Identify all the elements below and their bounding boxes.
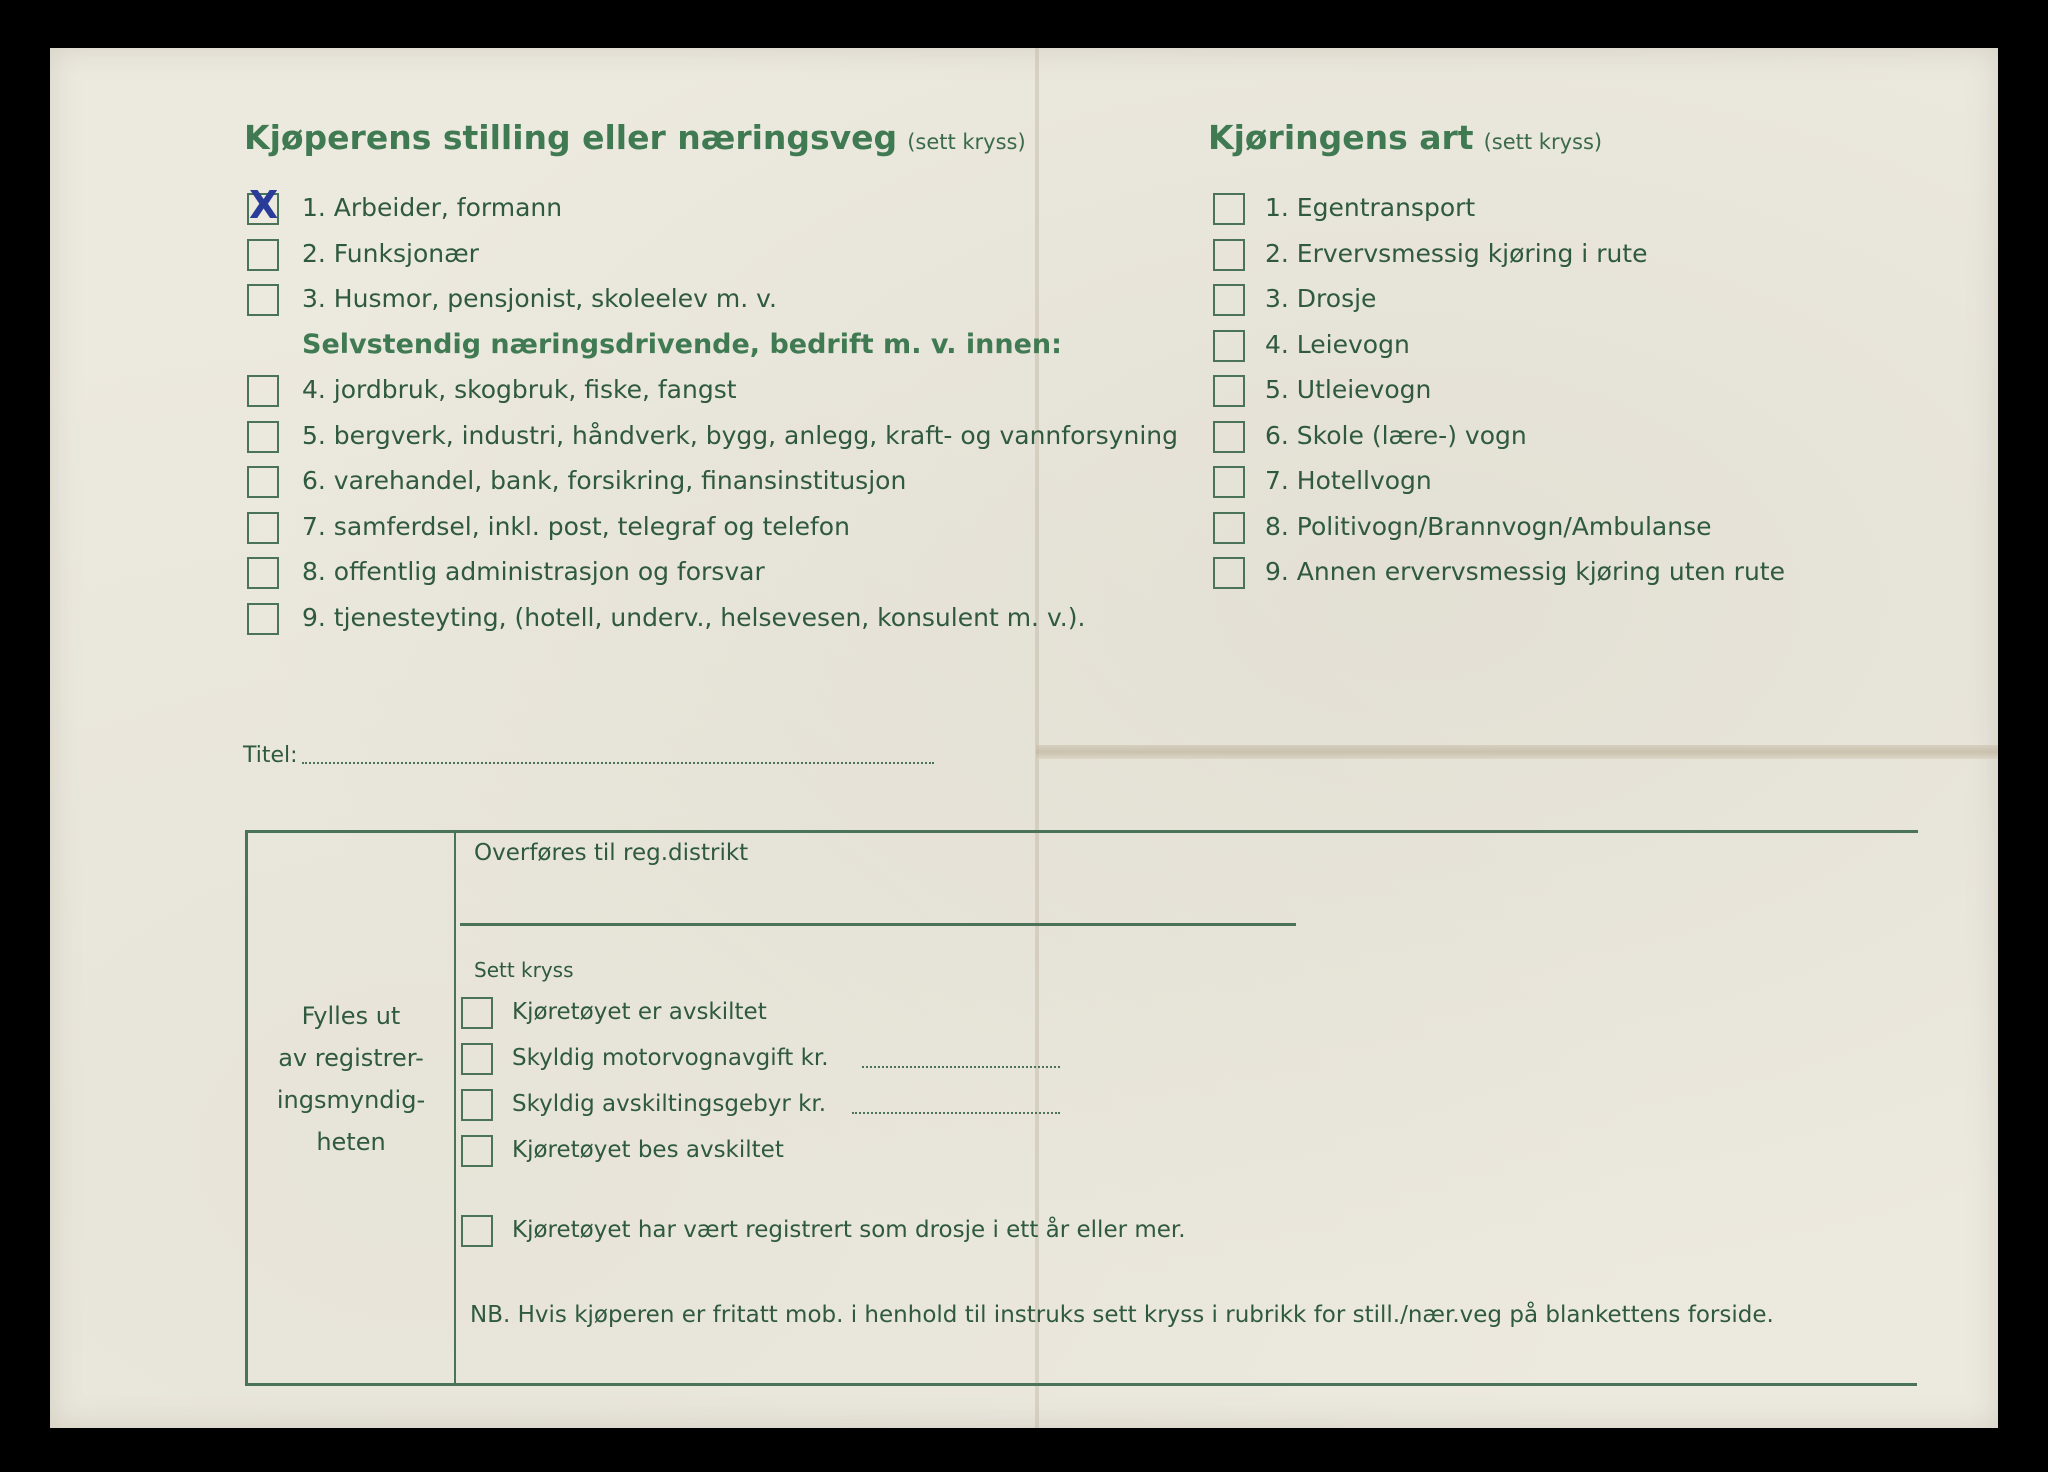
option-motorvognavgift: Skyldig motorvognavgift kr. <box>512 1045 829 1071</box>
option-rute: 2. Ervervsmessig kjøring i rute <box>1265 239 1648 268</box>
titel-input-line[interactable] <box>302 762 934 764</box>
option-avskiltet: Kjøretøyet er avskiltet <box>512 999 767 1025</box>
checkbox-hotellvogn[interactable] <box>1213 466 1245 498</box>
checkbox-skolevogn[interactable] <box>1213 421 1245 453</box>
driving-type-title <box>1208 118 1602 157</box>
checkbox-rute[interactable] <box>1213 239 1245 271</box>
option-egentransport: 1. Egentransport <box>1265 193 1476 222</box>
set-cross-label: Sett kryss <box>474 958 574 982</box>
checkbox-drosje[interactable] <box>1213 284 1245 316</box>
option-samferdsel: 7. samferdsel, inkl. post, telegraf og telefon <box>302 512 850 541</box>
registry-frame-top <box>1036 830 1918 833</box>
option-leievogn: 4. Leievogn <box>1265 330 1410 359</box>
buyer-occupation-title-text: Kjøperens stilling eller næringsveg <box>244 118 898 157</box>
side-label-line: av registrer- <box>278 1044 424 1072</box>
fold-crease-horizontal <box>1036 745 1998 759</box>
motorvognavgift-amount-line[interactable] <box>862 1066 1060 1068</box>
checkbox-offentlig[interactable] <box>247 557 279 589</box>
side-label-line: Fylles ut <box>301 1002 401 1030</box>
checkbox-varehandel[interactable] <box>247 466 279 498</box>
side-label-line: ingsmyndig- <box>276 1086 426 1114</box>
checkbox-samferdsel[interactable] <box>247 512 279 544</box>
option-husmor: 3. Husmor, pensjonist, skoleelev m. v. <box>302 284 777 313</box>
buyer-occupation-title <box>244 118 1026 157</box>
option-drosje: 3. Drosje <box>1265 284 1377 313</box>
nb-note: NB. Hvis kjøperen er fritatt mob. i henhold til instruks sett kryss i rubrikk for still./nær.veg på blankettens forside. <box>470 1302 1774 1328</box>
checkbox-avskiltingsgebyr[interactable] <box>461 1089 493 1121</box>
option-varehandel: 6. varehandel, bank, forsikring, finansinstitusjon <box>302 466 907 495</box>
titel-label: Titel: <box>243 743 298 768</box>
transfer-input-line[interactable] <box>460 923 1296 926</box>
checkbox-politivogn[interactable] <box>1213 512 1245 544</box>
driving-type-title-text: Kjøringens art <box>1208 118 1474 157</box>
self-employed-subheading: Selvstendig næringsdrivende, bedrift m. v. innen: <box>302 329 1062 360</box>
checkbox-utleievogn[interactable] <box>1213 375 1245 407</box>
checkbox-bes-avskiltet[interactable] <box>461 1135 493 1167</box>
side-label-line: heten <box>316 1128 386 1156</box>
checkbox-motorvognavgift[interactable] <box>461 1043 493 1075</box>
checkbox-drosje-ett-aar[interactable] <box>461 1215 493 1247</box>
check-mark-x: X <box>249 183 279 227</box>
driving-type-hint: (sett kryss) <box>1483 130 1603 154</box>
option-drosje-ett-aar: Kjøretøyet har vært registrert som drosje i ett år eller mer. <box>512 1217 1186 1243</box>
registry-side-label <box>262 995 440 1163</box>
checkbox-tjenesteyting[interactable] <box>247 603 279 635</box>
option-skolevogn: 6. Skole (lære-) vogn <box>1265 421 1527 450</box>
option-hotellvogn: 7. Hotellvogn <box>1265 466 1432 495</box>
option-utleievogn: 5. Utleievogn <box>1265 375 1432 404</box>
checkbox-bergverk[interactable] <box>247 421 279 453</box>
option-tjenesteyting: 9. tjenesteyting, (hotell, underv., helsevesen, konsulent m. v.). <box>302 603 1086 632</box>
checkbox-husmor[interactable] <box>247 284 279 316</box>
option-bergverk: 5. bergverk, industri, håndverk, bygg, anlegg, kraft- og vannforsyning <box>302 421 1178 450</box>
option-avskiltingsgebyr: Skyldig avskiltingsgebyr kr. <box>512 1091 827 1117</box>
checkbox-egentransport[interactable] <box>1213 193 1245 225</box>
option-bes-avskiltet: Kjøretøyet bes avskiltet <box>512 1137 784 1163</box>
option-politivogn: 8. Politivogn/Brannvogn/Ambulanse <box>1265 512 1712 541</box>
option-arbeider: 1. Arbeider, formann <box>302 193 563 222</box>
option-funksjonaer: 2. Funksjonær <box>302 239 479 268</box>
option-annen: 9. Annen ervervsmessig kjøring uten rute <box>1265 557 1785 586</box>
option-offentlig: 8. offentlig administrasjon og forsvar <box>302 557 765 586</box>
checkbox-avskiltet[interactable] <box>461 997 493 1029</box>
buyer-occupation-hint: (sett kryss) <box>907 130 1026 154</box>
avskiltingsgebyr-amount-line[interactable] <box>852 1112 1060 1114</box>
option-jordbruk: 4. jordbruk, skogbruk, fiske, fangst <box>302 375 737 404</box>
registry-divider <box>454 830 456 1386</box>
checkbox-funksjonaer[interactable] <box>247 239 279 271</box>
checkbox-jordbruk[interactable] <box>247 375 279 407</box>
checkbox-leievogn[interactable] <box>1213 330 1245 362</box>
transfer-label: Overføres til reg.distrikt <box>474 840 749 866</box>
checkbox-annen[interactable] <box>1213 557 1245 589</box>
